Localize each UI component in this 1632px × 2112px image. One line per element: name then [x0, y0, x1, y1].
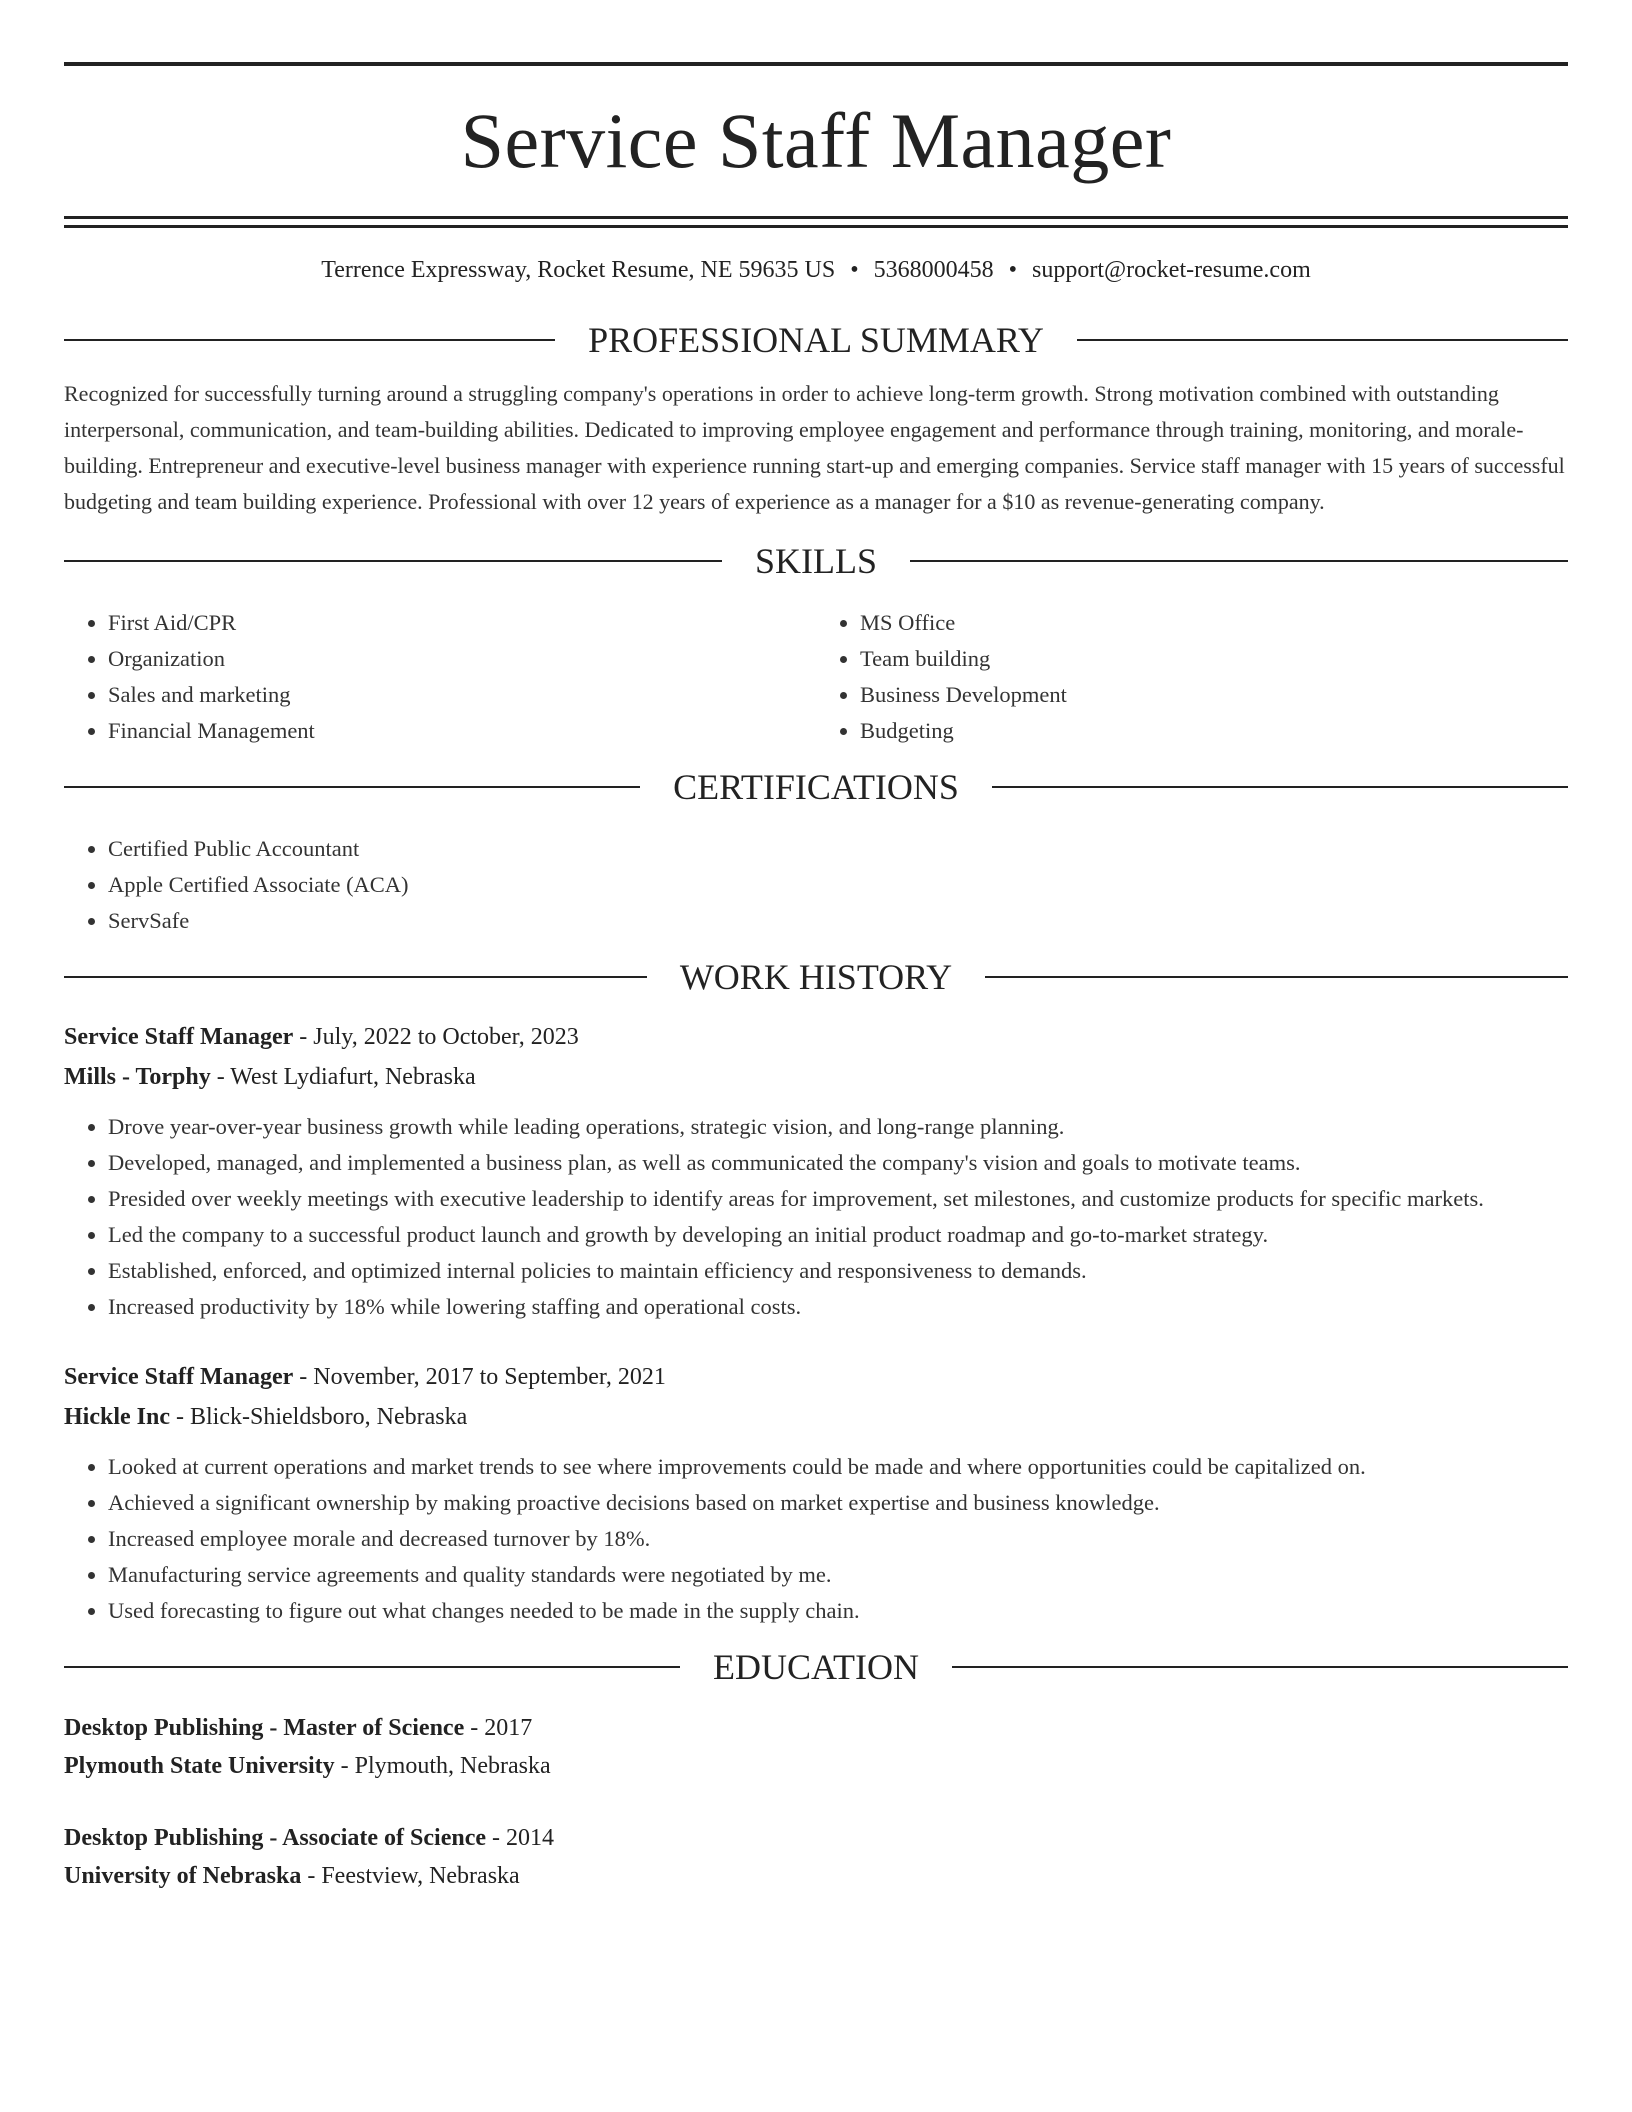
skills-column-right: [816, 605, 1568, 749]
certification-item: • Certified Public Accountant: [108, 831, 1568, 867]
job-bullet: • Led the company to a successful product launch and growth by developing an initial product roadmap and go-to-market strategy.: [108, 1217, 1568, 1253]
education-entry: [64, 1819, 1568, 1895]
education-school: Plymouth State University: [64, 1753, 335, 1779]
job-bullet: • Presided over weekly meetings with executive leadership to identify areas for improvement, set milestones, and customize products for specific markets.: [108, 1181, 1568, 1217]
job-title-line: [64, 1017, 1568, 1057]
skill-item: • Budgeting: [860, 713, 1568, 749]
skill-item: • Team building: [860, 641, 1568, 677]
job-company-line: [64, 1057, 1568, 1097]
job-entry: [64, 1357, 1568, 1629]
job-title: Service Staff Manager: [64, 1364, 294, 1390]
skills-grid: [64, 605, 1568, 749]
skill-item: • First Aid/CPR: [108, 605, 816, 641]
education-entry: [64, 1709, 1568, 1785]
section-heading-education: [64, 1649, 1568, 1685]
certifications-list: [64, 831, 1568, 939]
job-bullets: [64, 1449, 1568, 1629]
top-rule: [64, 62, 1568, 66]
education-degree-line: [64, 1709, 1568, 1747]
job-company: Hickle Inc: [64, 1404, 170, 1430]
contact-phone: 5368000458: [873, 257, 994, 283]
section-heading-label: SKILLS: [755, 541, 878, 581]
job-dates: - November, 2017 to September, 2021: [293, 1364, 666, 1390]
section-heading-certifications: [64, 769, 1568, 805]
job-bullet: • Achieved a significant ownership by making proactive decisions based on market expertise and business knowledge.: [108, 1485, 1568, 1521]
skill-item: • Organization: [108, 641, 816, 677]
certification-item: • ServSafe: [108, 903, 1568, 939]
job-entry: [64, 1017, 1568, 1325]
job-company-line: [64, 1397, 1568, 1437]
education-year: - 2014: [486, 1825, 555, 1851]
title-double-rule: [64, 216, 1568, 228]
skill-item: • Sales and marketing: [108, 677, 816, 713]
section-heading-label: PROFESSIONAL SUMMARY: [588, 320, 1044, 360]
certification-item: • Apple Certified Associate (ACA): [108, 867, 1568, 903]
contact-separator: •: [1008, 257, 1018, 283]
contact-line: [64, 258, 1568, 282]
job-bullet: • Looked at current operations and market trends to see where improvements could be made and where opportunities could be capitalized on.: [108, 1449, 1568, 1485]
job-title-line: [64, 1357, 1568, 1397]
section-heading-label: WORK HISTORY: [679, 957, 953, 997]
page-title: Service Staff Manager: [460, 97, 1172, 184]
job-bullet: • Drove year-over-year business growth while leading operations, strategic vision, and long-range planning.: [108, 1109, 1568, 1145]
job-location: - Blick-Shieldsboro, Nebraska: [170, 1404, 468, 1430]
skill-item: • Business Development: [860, 677, 1568, 713]
contact-email: support@rocket-resume.com: [1032, 257, 1311, 283]
section-heading-summary: [64, 322, 1568, 358]
education-school: University of Nebraska: [64, 1863, 302, 1889]
job-dates: - July, 2022 to October, 2023: [293, 1024, 579, 1050]
summary-text: Recognized for successfully turning around a struggling company's operations in order to achieve long-term growth. Strong motivation combined with outstanding interpersonal, communication, and team-building abilities. Dedicated to improving employee engagement and performance through training, monitoring, and morale-building. Entrepreneur and executive-level business manager with experience running start-up and emerging companies. Service staff manager with 15 years of successful budgeting and team building experience. Professional with over 12 years of experience as a manager for a $10 as revenue-generating company.: [64, 381, 1565, 514]
job-bullet: • Developed, managed, and implemented a business plan, as well as communicated the company's vision and goals to motivate teams.: [108, 1145, 1568, 1181]
education-location: - Plymouth, Nebraska: [334, 1753, 551, 1779]
job-location: - West Lydiafurt, Nebraska: [210, 1064, 476, 1090]
job-bullet: • Manufacturing service agreements and quality standards were negotiated by me.: [108, 1557, 1568, 1593]
education-degree: Desktop Publishing - Associate of Science: [64, 1825, 487, 1851]
job-title: Service Staff Manager: [64, 1024, 294, 1050]
education-year: - 2017: [464, 1715, 533, 1741]
education-school-line: [64, 1857, 1568, 1895]
job-bullet: • Established, enforced, and optimized internal policies to maintain efficiency and responsiveness to demands.: [108, 1253, 1568, 1289]
skills-list: [64, 605, 816, 749]
job-company: Mills - Torphy: [64, 1064, 211, 1090]
job-bullet: • Increased employee morale and decreased turnover by 18%.: [108, 1521, 1568, 1557]
job-bullet: • Increased productivity by 18% while lowering staffing and operational costs.: [108, 1289, 1568, 1325]
skills-list: [816, 605, 1568, 749]
job-bullets: [64, 1109, 1568, 1325]
section-heading-skills: [64, 543, 1568, 579]
skills-column-left: [64, 605, 816, 749]
education-school-line: [64, 1747, 1568, 1785]
education-degree: Desktop Publishing - Master of Science: [64, 1715, 465, 1741]
job-bullet: • Used forecasting to figure out what changes needed to be made in the supply chain.: [108, 1593, 1568, 1629]
education-degree-line: [64, 1819, 1568, 1857]
skill-item: • Financial Management: [108, 713, 816, 749]
education-location: - Feestview, Nebraska: [301, 1863, 520, 1889]
skill-item: • MS Office: [860, 605, 1568, 641]
section-heading-label: CERTIFICATIONS: [673, 767, 959, 807]
contact-separator: •: [850, 257, 859, 283]
contact-address: Terrence Expressway, Rocket Resume, NE 59635 US: [321, 257, 836, 283]
section-heading-work-history: [64, 959, 1568, 995]
section-heading-label: EDUCATION: [713, 1647, 919, 1687]
